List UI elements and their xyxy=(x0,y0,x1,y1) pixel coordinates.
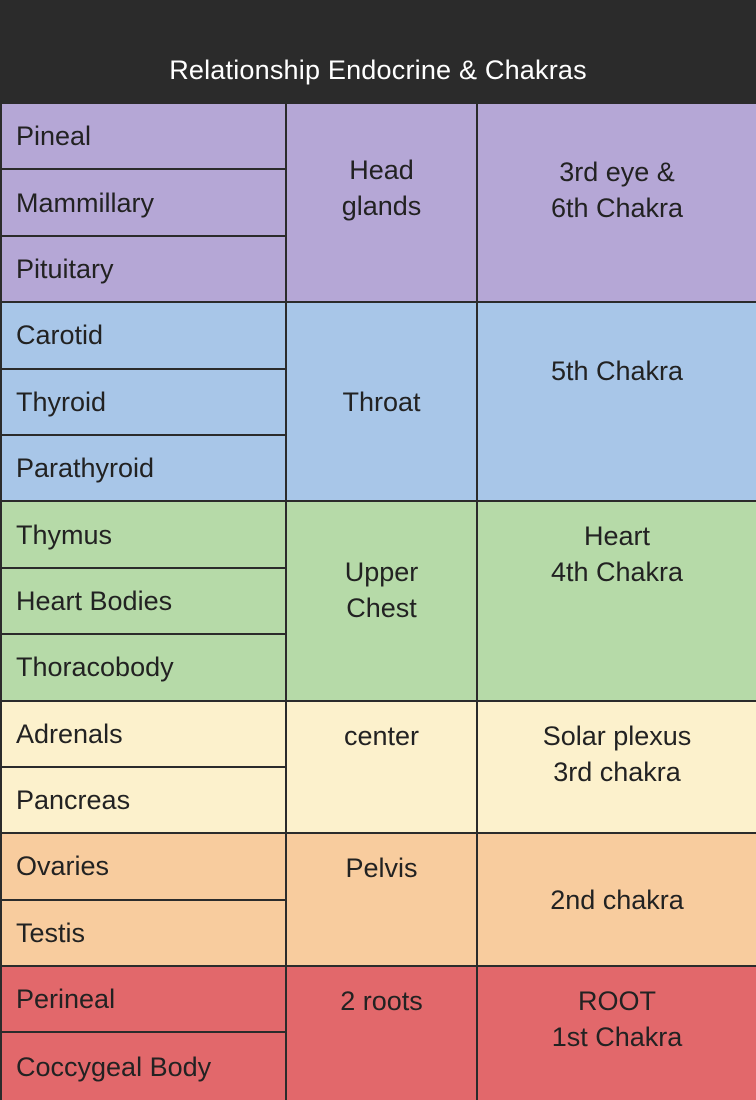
chakra-cell: 5th Chakra xyxy=(478,303,756,502)
gland-cell: Carotid xyxy=(0,303,287,369)
gland-cell: Thymus xyxy=(0,502,287,568)
gland-cell: Heart Bodies xyxy=(0,569,287,635)
chakra-cell: Heart 4th Chakra xyxy=(478,502,756,701)
region-cell: Pelvis xyxy=(287,834,478,967)
chakra-cell: 3rd eye & 6th Chakra xyxy=(478,104,756,303)
region-cell: Upper Chest xyxy=(287,502,478,701)
gland-cell: Pancreas xyxy=(0,768,287,834)
chakra-cell: Solar plexus 3rd chakra xyxy=(478,702,756,835)
gland-cell: Pituitary xyxy=(0,237,287,303)
chart-title: Relationship Endocrine & Chakras xyxy=(0,0,756,104)
gland-cell: Coccygeal Body xyxy=(0,1033,287,1099)
gland-cell: Parathyroid xyxy=(0,436,287,502)
chakra-cell: 2nd chakra xyxy=(478,834,756,967)
gland-cell: Ovaries xyxy=(0,834,287,900)
gland-cell: Thyroid xyxy=(0,370,287,436)
region-cell: center xyxy=(287,702,478,835)
region-cell: Throat xyxy=(287,303,478,502)
chakra-cell: ROOT 1st Chakra xyxy=(478,967,756,1100)
gland-cell: Testis xyxy=(0,901,287,967)
gland-cell: Adrenals xyxy=(0,702,287,768)
gland-cell: Mammillary xyxy=(0,170,287,236)
region-cell: 2 roots xyxy=(287,967,478,1100)
gland-cell: Perineal xyxy=(0,967,287,1033)
endocrine-chakra-table xyxy=(0,104,756,1100)
gland-cell: Pineal xyxy=(0,104,287,170)
gland-cell: Thoracobody xyxy=(0,635,287,701)
region-cell: Head glands xyxy=(287,104,478,303)
